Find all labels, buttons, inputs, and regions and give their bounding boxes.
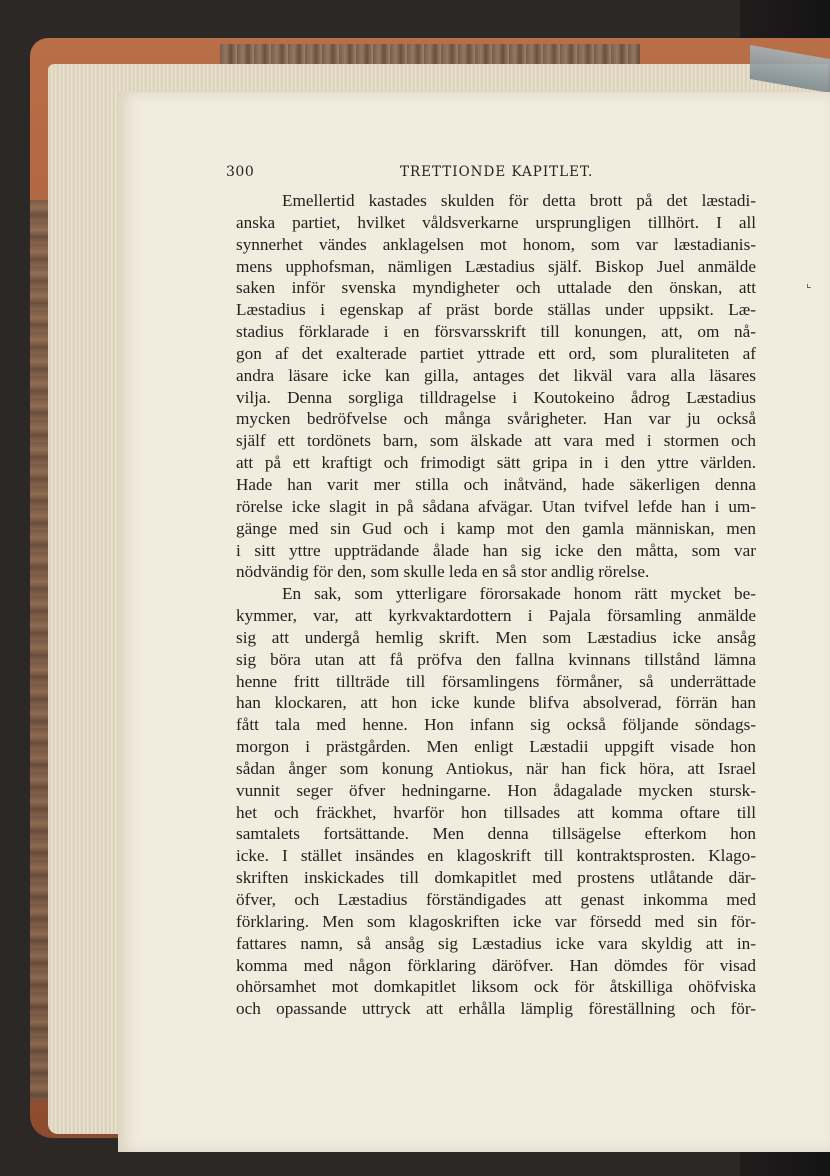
text-line: mens upphofsman, nämligen Læstadius själf. Biskop Juel anmälde <box>236 256 756 276</box>
text-line: skriften inskickades till domkapitlet med prostens utlåtande där- <box>236 868 756 888</box>
text-line: Læstadius i egenskap af präst borde ställas under uppsikt. Læ- <box>236 300 756 320</box>
body-text <box>236 190 756 1020</box>
text-line: sig böra utan att få pröfva den fallna kvinnans tillstånd lämna <box>236 649 756 669</box>
text-line: anska partiet, hvilket våldsverkarne ursprungligen tillhört. I all <box>236 212 756 232</box>
text-line: vilja. Denna sorgliga tilldragelse i Koutokeino ådrog Læstadius <box>236 387 756 407</box>
text-line: rörelse icke slagit in på sådana afvägar. Utan tvifvel lefde han i um- <box>236 496 756 516</box>
text-line: förklaring. Men som klagoskriften icke var försedd med sin för- <box>236 911 756 931</box>
text-line: och opassande uttryck att erhålla lämplig föreställning och för- <box>236 999 756 1019</box>
text-line: att på ett kraftigt och frimodigt sätt gripa in i den yttre världen. <box>236 453 756 473</box>
text-line: i sitt yttre uppträdande ålade han sig icke den måtta, som var <box>236 540 756 560</box>
text-line: Emellertid kastades skulden för detta brott på det læstadi- <box>282 191 756 210</box>
text-line: fått tala med henne. Hon infann sig också följande söndags- <box>236 715 756 735</box>
text-line: nödvändig för den, som skulle leda en så stor andlig rörelse. <box>236 562 650 582</box>
text-line: samtalets fortsättande. Men denna tillsägelse efterkom hon <box>236 824 756 844</box>
text-line: komma med någon förklaring däröfver. Han dömdes för visad <box>236 955 756 975</box>
text-line: sådan ånger som konung Antiokus, när han fick höra, att Israel <box>236 758 756 778</box>
text-line: saken inför svenska myndigheter och uttalade den önskan, att <box>236 278 756 298</box>
text-line: gon af det exalterade partiet yttrade ett ord, som pluraliteten af <box>236 343 756 363</box>
text-line: synnerhet vändes anklagelsen mot honom, som var læstadianis- <box>236 234 756 254</box>
text-line: mycken bedröfvelse och många svårigheter. Han var ju också <box>236 409 756 429</box>
text-line: sig att undergå hemlig skrift. Men som Læstadius icke ansåg <box>236 627 756 647</box>
text-line: morgon i prästgården. Men enligt Læstadii uppgift visade hon <box>236 737 756 757</box>
text-line: gänge med sin Gud och i kamp mot den gamla människan, men <box>236 518 756 538</box>
marbled-cover-edge <box>220 44 640 66</box>
text-line: stadius förklarade i en försvarsskrift till konungen, att, om nå- <box>236 322 756 342</box>
text-line: fattares namn, så ansåg sig Læstadius icke vara skyldig att in- <box>236 933 756 953</box>
text-line: Hade han varit mer stilla och inåtvänd, hade säkerligen denna <box>236 474 756 494</box>
text-line: het och fräckhet, hvarför hon tillsades att komma oftare till <box>236 802 756 822</box>
text-line: vunnit seger öfver hedningarne. Hon ådagalade mycken stursk- <box>236 780 756 800</box>
text-line: icke. I stället insändes en klagoskrift till kontraktsprosten. Klago- <box>236 846 756 866</box>
text-line: öfver, och Læstadius förständigades att genast inkomma med <box>236 890 756 909</box>
text-line: En sak, som ytterligare förorsakade honom rätt mycket be- <box>282 584 756 604</box>
text-line: andra läsare icke kan gilla, antages det likväl vara alla läsares <box>236 365 756 385</box>
margin-mark: ⌞ <box>806 276 812 290</box>
text-line: han klockaren, att hon icke kunde blifva absolverad, förrän han <box>236 693 756 713</box>
text-line: kymmer, var, att kyrkvaktardottern i Pajala församling anmälde <box>236 606 756 626</box>
chapter-title: TRETTIONDE KAPITLET. <box>400 164 594 180</box>
text-line: själf ett tordönets barn, som älskade att vara med i stormen och <box>236 431 756 451</box>
page-header <box>226 160 766 186</box>
text-line: henne fritt tillträde till församlingens förmåner, så underrättade <box>236 671 756 691</box>
page-number: 300 <box>226 164 255 180</box>
text-line: ohörsamhet mot domkapitlet liksom ock för åtskilliga ohöfviska <box>236 977 756 997</box>
